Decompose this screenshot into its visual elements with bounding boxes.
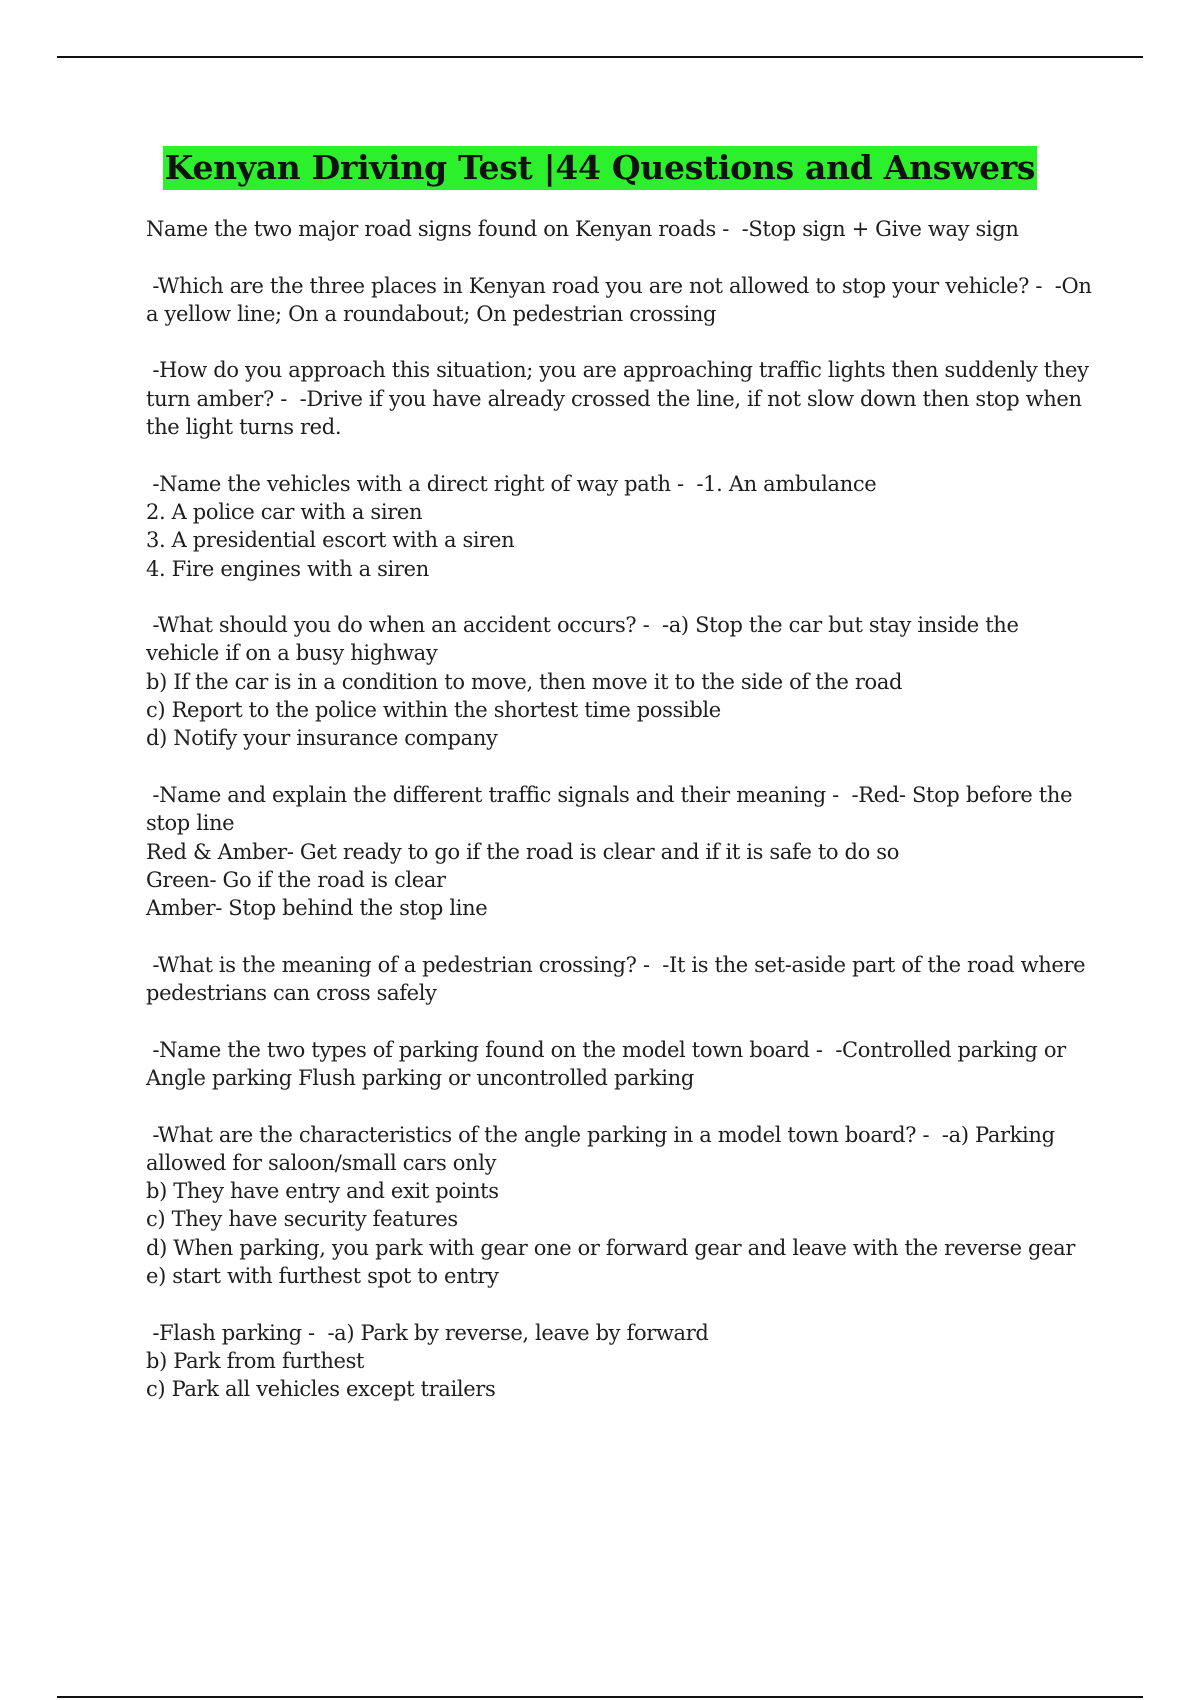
answer-line: b) Park from furthest bbox=[146, 1348, 365, 1373]
qa-entry bbox=[146, 1319, 1096, 1404]
answer-line: 2. A police car with a siren bbox=[146, 499, 423, 524]
question-text: -Which are the three places in Kenyan road you are not allowed to stop your vehicle? - -On a yellow line; On a roundabout; On pedestrian crossing bbox=[146, 273, 1098, 326]
qa-entry bbox=[146, 272, 1096, 329]
document-title: Kenyan Driving Test |44 Questions and Answers bbox=[163, 146, 1037, 190]
answer-line: Green- Go if the road is clear bbox=[146, 867, 446, 892]
title-block bbox=[0, 146, 1200, 190]
question-text: -What are the characteristics of the angle parking in a model town board? - -a) Parking allowed for saloon/small cars only bbox=[146, 1122, 1062, 1175]
qa-entry bbox=[146, 470, 1096, 583]
question-text: -What should you do when an accident occurs? - -a) Stop the car but stay inside the vehicle if on a busy highway bbox=[146, 613, 1025, 666]
answer-line: b) They have entry and exit points bbox=[146, 1179, 499, 1204]
answer-line: 3. A presidential escort with a siren bbox=[146, 528, 515, 553]
header-rule bbox=[57, 56, 1143, 58]
answer-line: 4. Fire engines with a siren bbox=[146, 556, 429, 581]
qa-entry bbox=[146, 1121, 1096, 1291]
qa-entry bbox=[146, 611, 1096, 752]
qa-entry bbox=[146, 215, 1096, 243]
question-text: -Name the two types of parking found on the model town board - -Controlled parking or Angle parking Flush parking or uncontrolled parking bbox=[146, 1037, 1073, 1090]
answer-line: b) If the car is in a condition to move, then move it to the side of the road bbox=[146, 669, 903, 694]
question-text: -Name and explain the different traffic signals and their meaning - -Red- Stop before the stop line bbox=[146, 782, 1079, 836]
qa-entry bbox=[146, 951, 1096, 1008]
answer-line: c) They have security features bbox=[146, 1207, 458, 1232]
answer-line: Red & Amber- Get ready to go if the road is clear and if it is safe to do so bbox=[146, 839, 899, 864]
qa-entry bbox=[146, 1036, 1096, 1093]
answer-line: c) Park all vehicles except trailers bbox=[146, 1377, 496, 1402]
answer-line: Amber- Stop behind the stop line bbox=[146, 896, 488, 921]
question-text: -How do you approach this situation; you are approaching traffic lights then suddenly they turn amber? - -Drive if you have already crossed the line, if not slow down then stop when the light turns red. bbox=[146, 358, 1095, 440]
answer-line: e) start with furthest spot to entry bbox=[146, 1263, 499, 1288]
answer-line: d) When parking, you park with gear one or forward gear and leave with the reverse gear bbox=[146, 1235, 1076, 1260]
qa-entry bbox=[146, 356, 1096, 441]
question-text: Name the two major road signs found on Kenyan roads - -Stop sign + Give way sign bbox=[146, 217, 1019, 241]
answer-line: d) Notify your insurance company bbox=[146, 726, 498, 751]
qa-list bbox=[146, 215, 1096, 1432]
question-text: -Name the vehicles with a direct right of way path - -1. An ambulance bbox=[146, 471, 877, 496]
question-text: -Flash parking - -a) Park by reverse, leave by forward bbox=[146, 1320, 709, 1345]
qa-entry bbox=[146, 781, 1096, 922]
answer-line: c) Report to the police within the shortest time possible bbox=[146, 698, 721, 723]
question-text: -What is the meaning of a pedestrian crossing? - -It is the set-aside part of the road where pedestrians can cross safely bbox=[146, 952, 1092, 1006]
footer-rule bbox=[57, 1696, 1143, 1698]
